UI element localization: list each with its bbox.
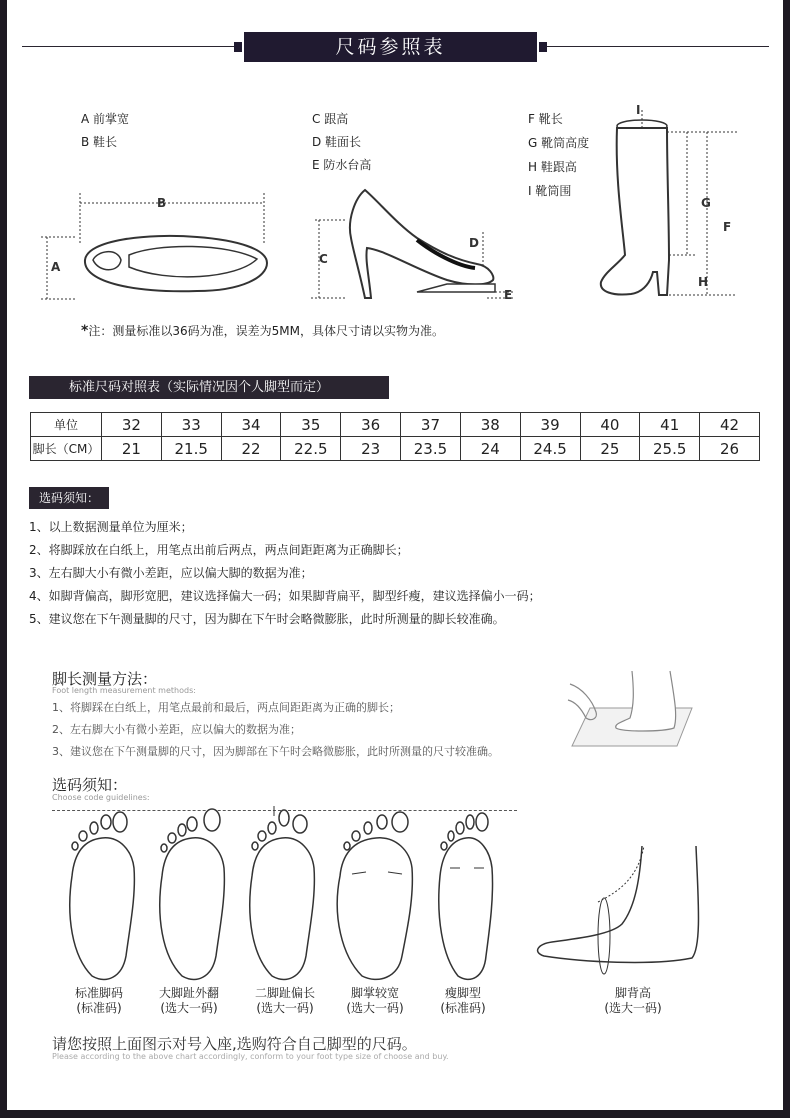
measure-title: 脚长测量方法： xyxy=(52,670,158,688)
foot-types-illustration xyxy=(52,806,712,986)
letter-e: E xyxy=(504,288,513,302)
foot-type-name: 瘦脚型 xyxy=(444,986,481,1000)
length-cell: 24.5 xyxy=(520,437,580,461)
choose-subtitle: Choose code guidelines: xyxy=(52,793,150,802)
choose-title: 选码须知： xyxy=(52,776,128,794)
length-cell: 21 xyxy=(102,437,162,461)
size-cell: 34 xyxy=(221,413,281,437)
foot-type-advice: (标准码) xyxy=(76,1001,122,1015)
length-cell: 23 xyxy=(341,437,401,461)
length-cell: 24 xyxy=(460,437,520,461)
foot-type-name: 标准脚码 xyxy=(74,986,123,1000)
foot-type-advice: (选大一码) xyxy=(256,1001,314,1015)
list-item: 2、左右脚大小有微小差距，应以偏大的数据为准； xyxy=(52,723,301,736)
letter-f: F xyxy=(723,220,732,234)
list-item: 4、如脚背偏高，脚形宽肥，建议选择偏大一码；如果脚背扁平，脚型纤瘦，建议选择偏小一码； xyxy=(29,589,541,603)
length-cell: 22.5 xyxy=(281,437,341,461)
foot-type-name: 脚掌较宽 xyxy=(350,986,399,1000)
row-header-length: 脚长（CM） xyxy=(31,437,102,461)
label-e: E 防水台高 xyxy=(312,158,372,172)
list-item: 5、建议您在下午测量脚的尺寸，因为脚在下午时会略微膨胀，此时所测量的脚长较准确。 xyxy=(29,612,505,626)
foot-type-advice: (选大一码) xyxy=(604,1001,662,1015)
letter-h: H xyxy=(698,275,709,289)
measure-subtitle: Foot length measurement methods: xyxy=(52,686,196,695)
table-row xyxy=(31,437,760,461)
label-b: B 鞋长 xyxy=(81,135,118,149)
size-cell: 39 xyxy=(520,413,580,437)
foot-type-advice: (选大一码) xyxy=(160,1001,218,1015)
high-heel-illustration xyxy=(307,180,527,310)
size-chart-page xyxy=(7,0,783,1110)
foot-type-name: 大脚趾外翻 xyxy=(158,986,219,1000)
size-cell: 42 xyxy=(700,413,760,437)
foot-type-label xyxy=(245,986,325,1016)
list-item: 1、以上数据测量单位为厘米； xyxy=(29,520,193,534)
letter-a: A xyxy=(51,260,61,274)
label-a: A 前掌宽 xyxy=(81,112,130,126)
size-table xyxy=(30,412,760,461)
letter-b: B xyxy=(157,196,167,210)
length-cell: 25.5 xyxy=(640,437,700,461)
label-f: F 靴长 xyxy=(528,112,563,126)
length-cell: 25 xyxy=(580,437,640,461)
list-item: 1、将脚踩在白纸上，用笔点最前和最后，两点间距距离为正确的脚长； xyxy=(52,701,400,714)
foot-type-name: 二脚趾偏长 xyxy=(254,986,315,1000)
label-c: C 跟高 xyxy=(312,112,349,126)
size-cell: 37 xyxy=(401,413,461,437)
guide-rules xyxy=(29,516,541,631)
length-cell: 22 xyxy=(221,437,281,461)
size-cell: 32 xyxy=(102,413,162,437)
length-cell: 21.5 xyxy=(161,437,221,461)
list-item: 3、左右脚大小有微小差距，应以偏大脚的数据为准； xyxy=(29,566,313,580)
footer-subtext: Please according to the above chart accordingly, conform to your foot type size of choose and buy. xyxy=(52,1052,449,1061)
header-rule-left xyxy=(22,46,240,47)
length-cell: 26 xyxy=(700,437,760,461)
size-cell: 35 xyxy=(281,413,341,437)
foot-type-name: 脚背高 xyxy=(614,986,651,1000)
list-item: 3、建议您在下午测量脚的尺寸，因为脚部在下午时会略微膨胀，此时所测量的尺寸较准确。 xyxy=(52,745,499,758)
foot-type-label xyxy=(423,986,503,1016)
size-cell: 38 xyxy=(460,413,520,437)
foot-type-label xyxy=(335,986,415,1016)
guide-tag: 选码须知： xyxy=(29,487,109,509)
size-cell: 36 xyxy=(341,413,401,437)
table-row xyxy=(31,413,760,437)
letter-c: C xyxy=(319,252,328,266)
measurement-note xyxy=(81,322,444,339)
label-h: H 鞋跟高 xyxy=(528,160,577,174)
row-header-unit: 单位 xyxy=(31,413,102,437)
size-cell: 41 xyxy=(640,413,700,437)
foot-type-advice: (选大一码) xyxy=(346,1001,404,1015)
size-cell: 33 xyxy=(161,413,221,437)
size-cell: 40 xyxy=(580,413,640,437)
foot-type-advice: (标准码) xyxy=(440,1001,486,1015)
letter-d: D xyxy=(469,236,479,250)
header-rule-right xyxy=(541,46,769,47)
letter-g: G xyxy=(701,196,711,210)
letter-i: I xyxy=(636,103,641,117)
note-star: * xyxy=(81,323,89,339)
boot-illustration xyxy=(587,100,737,305)
label-g: G 靴筒高度 xyxy=(528,136,590,150)
list-item: 2、将脚踩放在白纸上，用笔点出前后两点，两点间距距离为正确脚长； xyxy=(29,543,409,557)
note-text: 注：测量标准以36码为准，误差为5MM，具体尺寸请以实物为准。 xyxy=(88,324,444,338)
label-i: I 靴筒围 xyxy=(528,184,572,198)
foot-type-label xyxy=(59,986,139,1016)
foot-type-label xyxy=(593,986,673,1016)
measuring-foot-illustration xyxy=(562,666,702,756)
label-d: D 鞋面长 xyxy=(312,135,362,149)
length-cell: 23.5 xyxy=(401,437,461,461)
measure-rules xyxy=(52,697,499,763)
size-table-title: 标准尺码对照表（实际情况因个人脚型而定） xyxy=(29,376,389,399)
footer-text: 请您按照上面图示对号入座,选购符合自己脚型的尺码。 xyxy=(52,1035,417,1053)
foot-type-label xyxy=(149,986,229,1016)
page-title: 尺码参照表 xyxy=(244,32,537,62)
